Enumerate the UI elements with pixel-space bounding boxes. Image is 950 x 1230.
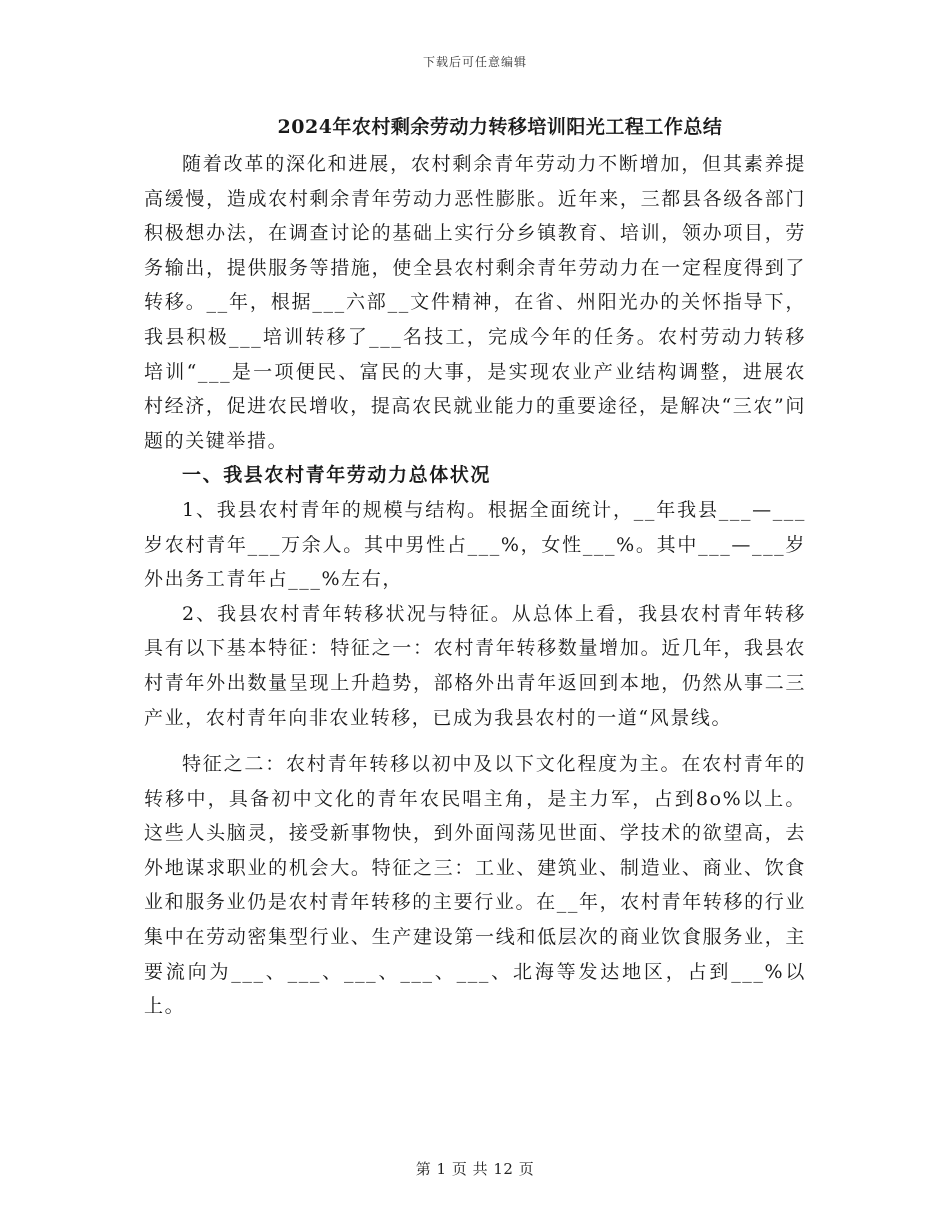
paragraph-intro: 随着改革的深化和进展，农村剩余青年劳动力不断增加，但其素养提高缓慢，造成农村剩余青年劳动力恶性膨胀。近年来，三都县各级各部门积极想办法，在调查讨论的基础上实行分乡镇教育、培训，领办项目，劳务输出，提供服务等措施，使全县农村剩余青年劳动力在一定程度得到了转移。__年，根据___六部__文件精神，在省、州阳光办的关怀指导下，我县积极___培训转移了___名技工，完成今年的任务。农村劳动力转移培训“___是一项便民、富民的大事，是实现农业产业结构调整，进展农村经济，促进农民增收，提高农民就业能力的重要途径，是解决“三农”问题的关键举措。 [144, 153, 806, 452]
header-note: 下载后可任意编辑 [422, 55, 527, 69]
section-heading-1: 一、我县农村青年劳动力总体状况 [182, 464, 492, 487]
document-title: 2024年农村剩余劳动力转移培训阳光工程工作总结 [277, 116, 723, 138]
page-number: 第 1 页 共 12 页 [415, 1160, 535, 1178]
paragraph-transfer-features: 2、我县农村青年转移状况与特征。从总体上看，我县农村青年转移具有以下基本特征：特征之一：农村青年转移数量增加。近几年，我县农村青年外出数量呈现上升趋势，部格外出青年返回到本地，仍然从事二三产业，农村青年向非农业转移，已成为我县农村的一道“风景线。 [144, 602, 806, 729]
paragraph-feature-two: 特征之二：农村青年转移以初中及以下文化程度为主。在农村青年的转移中，具备初中文化的青年农民唱主角，是主力军，占到8o%以上。这些人头脑灵，接受新事物快，到外面闯荡见世面、学技术的欲望高，去外地谋求职业的机会大。特征之三：工业、建筑业、制造业、商业、饮食业和服务业仍是农村青年转移的主要行业。在__年，农村青年转移的行业集中在劳动密集型行业、生产建设第一线和低层次的商业饮食服务业，主要流向为___、___、___、___、___、北海等发达地区，占到___%以上。 [144, 753, 806, 1018]
paragraph-scale-structure: 1、我县农村青年的规模与结构。根据全面统计，__年我县___—___岁农村青年___万余人。其中男性占___%，女性___%。其中___—___岁外出务工青年占___%左右， [144, 498, 806, 591]
document-body [144, 147, 806, 1024]
